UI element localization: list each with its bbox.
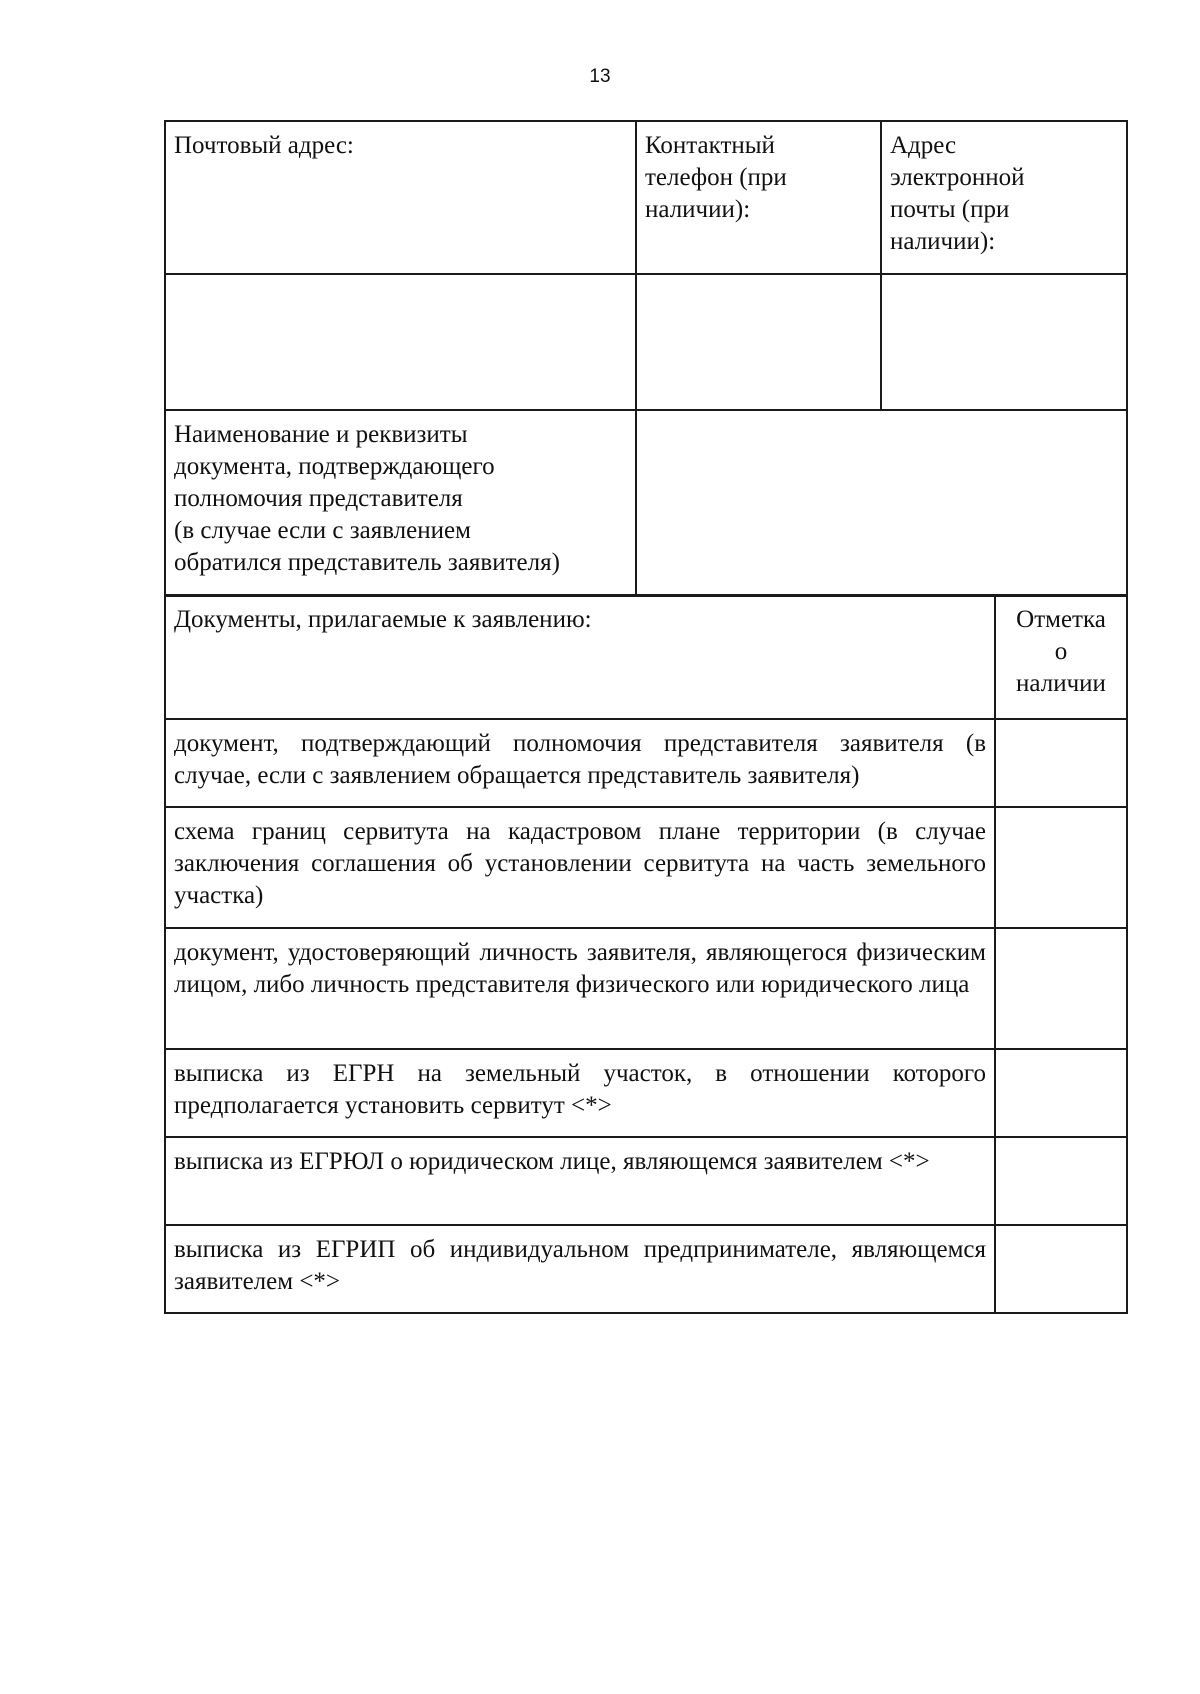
table-row (165, 719, 1127, 807)
contact-info-table (164, 120, 1126, 597)
document-name: выписка из ЕГРЮЛ о юридическом лице, являющемся заявителем <*> (165, 1137, 995, 1225)
postal-address-label: Почтовый адрес: (165, 121, 636, 274)
phone-label: Контактный телефон (при наличии): (636, 121, 881, 274)
document-name: схема границ сервитута на кадастровом плане территории (в случае заключения соглашения об установлении сервитута на часть земельного участка) (165, 807, 995, 928)
presence-mark-cell[interactable] (995, 1225, 1127, 1313)
phone-field[interactable] (636, 274, 881, 410)
presence-mark-cell[interactable] (995, 807, 1127, 928)
table-row (165, 1225, 1127, 1313)
email-label: Адрес электронной почты (при наличии): (881, 121, 1127, 274)
document-name: выписка из ЕГРН на земельный участок, в отношении которого предполагается установить сервитут <*> (165, 1049, 995, 1137)
table-row (165, 928, 1127, 1049)
email-field[interactable] (881, 274, 1127, 410)
table-row (165, 807, 1127, 928)
representative-doc-field[interactable] (636, 410, 1127, 596)
postal-address-field[interactable] (165, 274, 636, 410)
document-name: выписка из ЕГРИП об индивидуальном предпринимателе, являющемся заявителем <*> (165, 1225, 995, 1313)
presence-mark-cell[interactable] (995, 719, 1127, 807)
table-row (165, 1049, 1127, 1137)
mark-header: Отметка о наличии (995, 595, 1127, 719)
presence-mark-cell[interactable] (995, 1049, 1127, 1137)
documents-header: Документы, прилагаемые к заявлению: (165, 595, 995, 719)
presence-mark-cell[interactable] (995, 1137, 1127, 1225)
table-row (165, 1137, 1127, 1225)
document-name: документ, подтверждающий полномочия представителя заявителя (в случае, если с заявлением обращается представитель заявителя) (165, 719, 995, 807)
document-name: документ, удостоверяющий личность заявителя, являющегося физическим лицом, либо личность представителя физического или юридического лица (165, 928, 995, 1049)
representative-doc-label: Наименование и реквизиты документа, подтверждающего полномочия представителя (в случае если с заявлением обратился представитель заявителя) (165, 410, 636, 596)
attached-documents-table (164, 594, 1126, 1314)
page-number: 13 (589, 66, 611, 87)
presence-mark-cell[interactable] (995, 928, 1127, 1049)
